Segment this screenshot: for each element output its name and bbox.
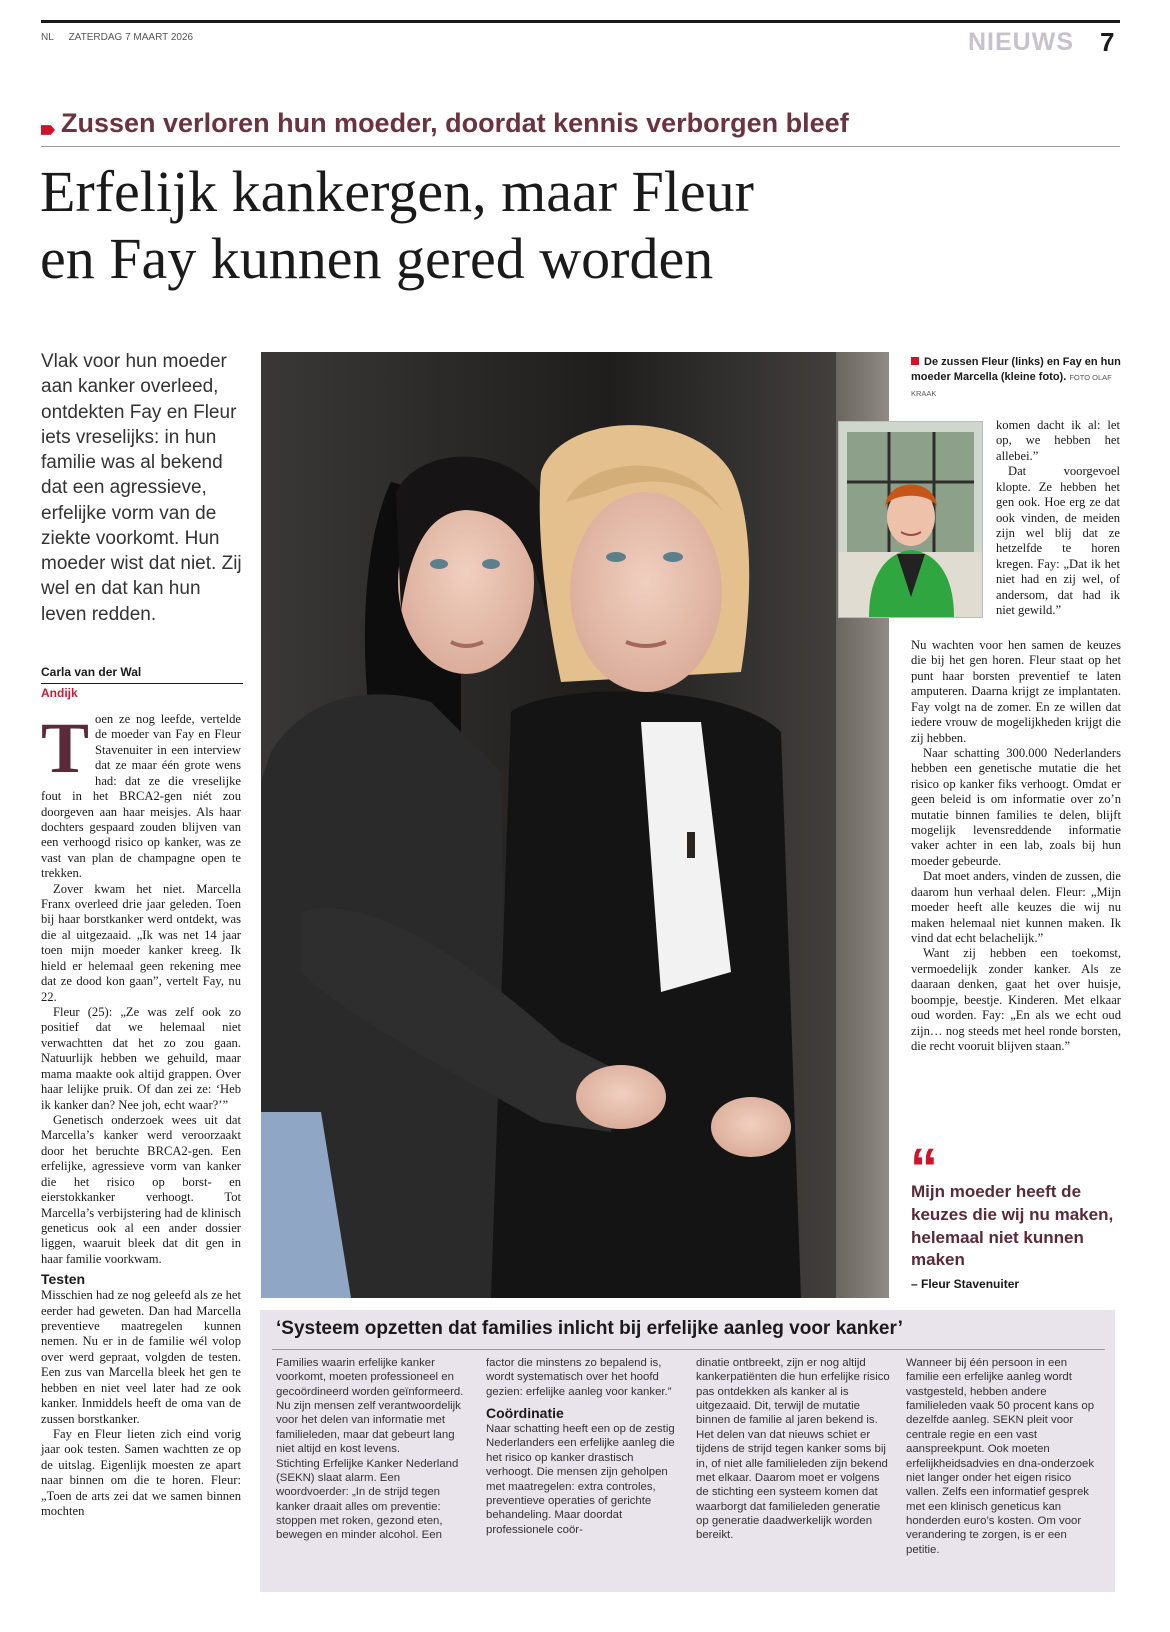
paragraph: Fay en Fleur lieten zich eind vorig jaar ook testen. Samen wachtten ze op de uitslag. Eigenlijk moesten ze apart naar binnen om die te horen. Fleur: „Toen de arts zei dat we samen binnen mochten [41, 1426, 241, 1519]
inset-photo [838, 421, 983, 618]
sisters-photo-illustration [261, 352, 889, 1298]
article-column-3a [996, 418, 1120, 618]
paragraph: Genetisch onderzoek wees uit dat Marcella’s kanker werd veroorzaakt door het beruchte BRCA2-gen. Een erfelijke, agressieve vorm van kanker die het risico op borst- en eierstokkanker verhoogt. Tot Marcella’s verbijstering had de klinisch geneticus ook al een ander dossier liggen, waaruit bleek dat dit gen in haar familie voorkwam. [41, 1112, 241, 1266]
caption-text: De zussen Fleur (links) en Fay en hun moeder Marcella (kleine foto). [911, 356, 1121, 384]
sidebar-box-rule [272, 1349, 1105, 1350]
sidebar-subheading: Coördinatie [486, 1405, 564, 1422]
paragraph: Nu wachten voor hen samen de keuzes die bij het gen horen. Fleur staat op het punt haar borsten preventief te laten amputeren. Daarna krijgt ze implantaten. Fay volgt na de zomer. En ze willen dat iedere vrouw de mogelijkheden krijgt die zij hebben. [911, 638, 1121, 745]
paragraph: factor die minstens zo bepalend is, wordt systematisch over het hoofd gezien: erfelijke aanleg voor kanker.” [486, 1357, 672, 1398]
paragraph: Toen ze nog leefde, vertelde de moeder van Fay en Fleur Stavenuiter in een interview dat ze maar één grote wens had: dat ze die vreselijke fout in het BRCA2-gen niét zou doorgeven aan haar meisjes. Als haar dochters gespaard zouden blijven van een verhoogd risico op kanker, was ze vast van plan de champagne open te trekken. [41, 708, 241, 881]
subheading: Testen [41, 1271, 86, 1288]
sidebar-column-2 [486, 1356, 682, 1537]
paragraph: Want zij hebben een toekomst, vermoedelijk zonder kanker. Als ze daaraan denken, gaat het over huisje, boompje, beestje. Kinderen. Met elkaar oud worden. Fay: „En als we echt oud zijn… nog steeds met heel ronde borsten, die recht vooruit blijven staan.” [911, 946, 1121, 1053]
sidebar-column-3: dinatie ontbreekt, zijn er nog altijd kankerpatiënten die hun erfelijke risico pas ontdekken als kanker al is uitgezaaid. Dit, terwijl de mutatie binnen de familie al jaren bekend is. Het delen van dat nieuws schiet er tijdens de strijd tegen kanker soms bij in, of niet alle familieleden zijn bekend met elkaar. Daarom moet er volgens de stichting een systeem komen dat waarborgt dat familieleden generatie op generatie daadwerkelijk worden bereikt. [696, 1357, 890, 1542]
edition-label: NL [41, 32, 54, 43]
headline-line-2: en Fay kunnen gered worden [40, 226, 714, 292]
kicker: Zussen verloren hun moeder, doordat kennis verborgen bleef [61, 108, 849, 138]
article-column-1 [41, 708, 241, 1520]
byline-author: Carla van der Wal [41, 665, 243, 684]
paragraph: Naar schatting heeft een op de zestig Nederlanders een erfelijke aanleg die het risico op kanker drastisch verhoogt. Die mensen zijn geholpen met maatregelen: extra controles, preventieve operaties of gerichte behandeling. Maar doordat professionele coör- [486, 1423, 675, 1536]
sidebar-box-title: ‘Systeem opzetten dat families inlicht bij erfelijke aanleg voor kanker’ [276, 1318, 903, 1339]
drop-cap: T [41, 708, 90, 788]
pull-quote-attribution: – Fleur Stavenuiter [911, 1277, 1020, 1291]
paragraph: Dat moet anders, vinden de zussen, die daarom hun verhaal delen. Fleur: „Mijn moeder heeft alle keuzes die wij nu maken helemaal niet kunnen maken. Ik vind dat echt belachelijk.” [911, 869, 1121, 946]
paragraph: Zover kwam het niet. Marcella Franx overleed drie jaar geleden. Toen bij haar borstkanker werd ontdekt, was die al uitgezaaid. „Ik was net 14 jaar toen mijn moeder kanker kreeg. Ik hield er helemaal geen rekening mee dat ze dood kon gaan”, vertelt Fay, nu 22. [41, 881, 241, 1004]
photo-credit: FOTO OLAF KRAAK [911, 373, 1112, 398]
quote-icon: “ [910, 1136, 938, 1199]
paragraph: Naar schatting 300.000 Nederlanders hebben een genetische mutatie die het risico op kanker fiks verhoogt. Omdat er geen beleid is om informatie over zo’n mutatie binnen families te delen, blijft mogelijk levensreddende informatie vaker achter in een lab, zoals bij hun moeder gebeurde. [911, 745, 1121, 868]
intro-lead: Vlak voor hun moeder aan kanker overleed, ontdekten Fay en Fleur iets vreselijks: in hun familie was al bekend dat een agressieve, erfelijke vorm van de ziekte voorkomt. Hun moeder wist dat niet. Zij wel en dat kan hun leven redden. [41, 351, 242, 625]
headline-line-1: Erfelijk kankergen, maar Fleur [40, 159, 754, 224]
photo-caption [911, 355, 1121, 401]
main-photo [261, 352, 889, 1298]
sidebar-column-1: Families waarin erfelijke kanker voorkomt, moeten professioneel en gecoördineerd worden geïnformeerd. Nu zijn mensen zelf verantwoordelijk voor het delen van informatie met familieleden, maar dat gebeurt lang niet altijd en kost levens. Stichting Erfelijke Kanker Nederland (SEKN) slaat alarm. Een woordvoerder: „In de strijd tegen kanker draait alles om preventie: stoppen met roken, gezond eten, bewegen en minder alcohol. Een [276, 1357, 464, 1542]
kicker-arrow-icon [41, 123, 55, 137]
top-rule [41, 20, 1120, 23]
paragraph: komen dacht ik al: let op, we hebben het allebei.” [996, 418, 1120, 463]
page-header-left [41, 32, 205, 43]
paragraph: Dat voorgevoel klopte. Ze hebben het gen ook. Hoe erg ze dat ook vinden, de meiden zijn wel blij dat ze hetzelfde te horen kregen. Fay: „Dat ik het niet had en zij wel, of andersom, dat had ik niet gewild.” [996, 464, 1120, 618]
page-number: 7 [1100, 27, 1115, 57]
paragraph: Misschien had ze nog geleefd als ze het eerder had geweten. Dan had Marcella preventieve maatregelen kunnen nemen. Nu er in de familie wél volop over werd gepraat, volgden de testen. Een zus van Marcella bleek het gen te hebben en niet veel later had ze ook kanker. Inmiddels heeft de oma van de zussen borstkanker. [41, 1288, 241, 1426]
pull-quote: Mijn moeder heeft de keuzes die wij nu maken, helemaal niet kunnen maken [911, 1182, 1114, 1270]
article-column-3b [911, 638, 1121, 1054]
kicker-rule [41, 146, 1120, 147]
paragraph: Fleur (25): „Ze was zelf ook zo positief dat we helemaal niet verwachtten dat het zo zou gaan. Natuurlijk hebben we gehuild, maar mama maakte ook altijd grappen. Over haar lelijke pruik. Of dan zei ze: ‘Heb ik kanker dan? Nee joh, echt waar?’” [41, 1005, 241, 1112]
caption-square-icon [911, 357, 919, 365]
issue-date: ZATERDAG 7 MAART 2026 [68, 32, 194, 43]
dateline: Andijk [41, 686, 78, 700]
mother-photo-illustration [839, 422, 982, 617]
section-name: NIEUWS [968, 28, 1074, 56]
headline [40, 158, 1130, 293]
sidebar-column-4: Wanneer bij één persoon in een familie een erfelijke aanleg wordt vastgesteld, hebben andere familieleden vaak 50 procent kans op dezelfde aanleg. SEKN pleit voor centrale regie en een vast aanspreekpunt. Ook moeten erfelijkheidsadvies en dna-onderzoek niet langer onder het eigen risico vallen. Zelfs een informatief gesprek met een klinisch geneticus kan honderden euro’s kosten. Om voor verandering te zorgen, is er een petitie. [906, 1357, 1095, 1556]
